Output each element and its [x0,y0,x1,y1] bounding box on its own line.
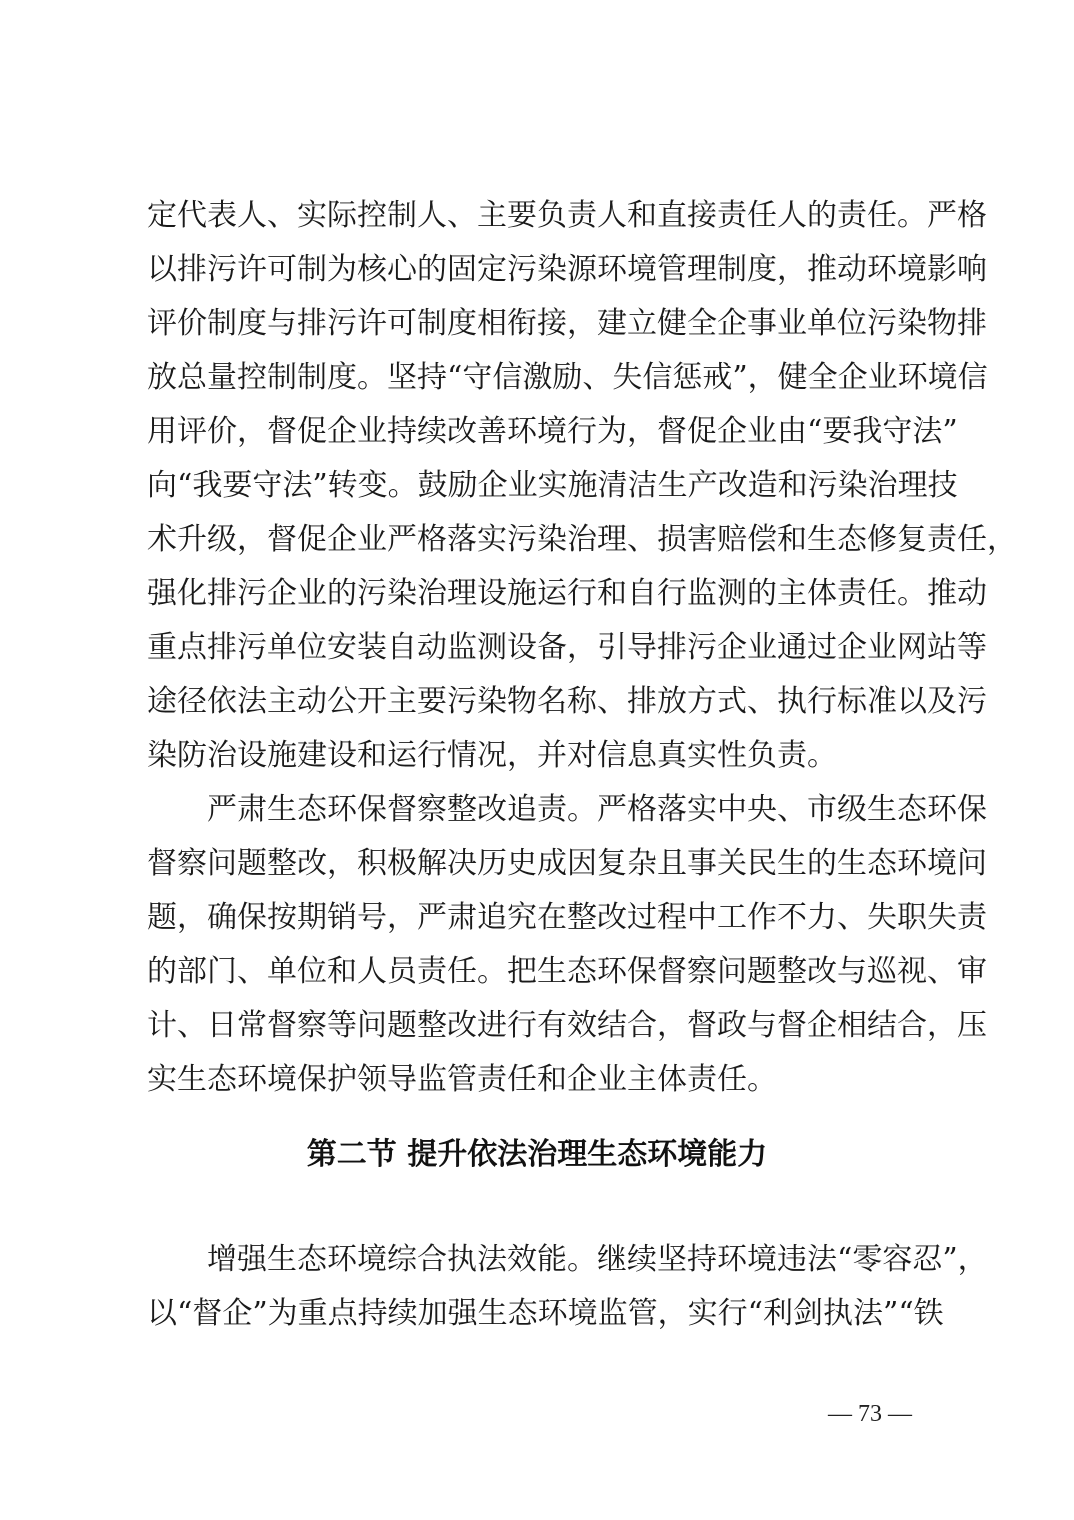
text-line: 定代表人、实际控制人、主要负责人和直接责任人的责任。严格 [147,198,987,233]
text-line: 计、日常督察等问题整改进行有效结合，督政与督企相结合，压 [147,1008,987,1043]
text-line: 实生态环境保护领导监管责任和企业主体责任。 [147,1062,777,1097]
text-line: 评价制度与排污许可制度相衔接，建立健全企事业单位污染物排 [147,306,987,341]
page-number: — 73 — [828,1401,912,1427]
text-line: 术升级，督促企业严格落实污染治理、损害赔偿和生态修复责任， [147,522,1017,557]
text-line: 用评价，督促企业持续改善环境行为，督促企业由“要我守法” [147,414,958,449]
text-line: 的部门、单位和人员责任。把生态环保督察问题整改与巡视、审 [147,954,987,989]
text-line: 染防治设施建设和运行情况，并对信息真实性负责。 [147,738,837,773]
section-heading: 第二节 提升依法治理生态环境能力 [306,1137,768,1172]
text-line: 放总量控制制度。坚持“守信激励、失信惩戒”，健全企业环境信 [147,360,988,395]
text-line: 严肃生态环保督察整改追责。严格落实中央、市级生态环保 [207,792,987,827]
text-line: 强化排污企业的污染治理设施运行和自行监测的主体责任。推动 [147,576,987,611]
text-line: 督察问题整改，积极解决历史成因复杂且事关民生的生态环境问 [147,846,987,881]
text-line: 题，确保按期销号，严肃追究在整改过程中工作不力、失职失责 [147,900,987,935]
text-line: 增强生态环境综合执法效能。继续坚持环境违法“零容忍”， [207,1242,988,1277]
text-line: 向“我要守法”转变。鼓励企业实施清洁生产改造和污染治理技 [147,468,958,503]
text-line: 以排污许可制为核心的固定污染源环境管理制度，推动环境影响 [147,252,987,287]
text-line: 以“督企”为重点持续加强生态环境监管，实行“利剑执法”“铁 [147,1296,944,1331]
text-line: 重点排污单位安装自动监测设备，引导排污企业通过企业网站等 [147,630,987,665]
text-line: 途径依法主动公开主要污染物名称、排放方式、执行标准以及污 [147,684,987,719]
